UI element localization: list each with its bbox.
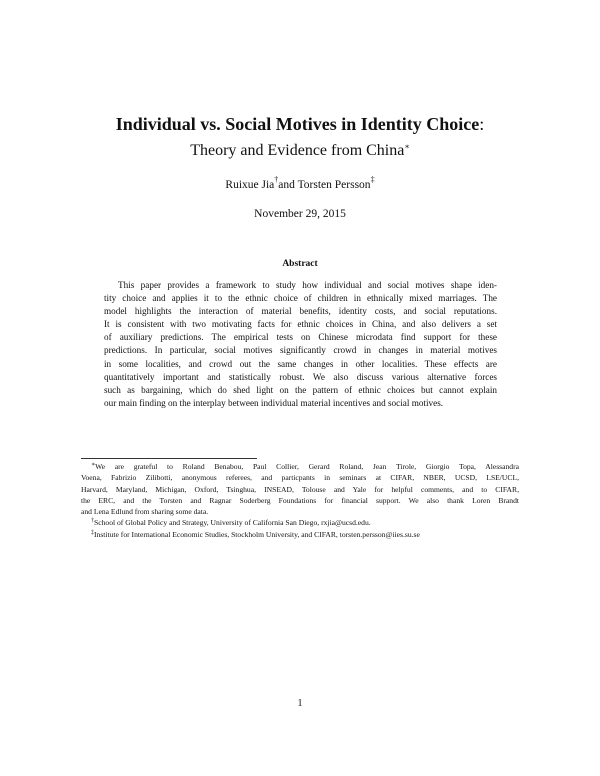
footnote-2-line (81, 517, 519, 528)
footnotes (81, 461, 519, 540)
author-1-footnote-mark: † (274, 175, 279, 184)
abstract-line: model highlights the interaction of material benefits, identity costs, and social reputations. (104, 306, 497, 317)
page-number: 1 (297, 698, 303, 709)
footnote-1-line: and Lena Edlund from sharing some data. (81, 507, 209, 517)
paper-date: November 29, 2015 (254, 208, 346, 220)
footnote-1-line (81, 461, 519, 472)
paper-subtitle-text: Theory and Evidence from China (190, 142, 405, 159)
paper-title (0, 113, 600, 135)
footnote-1-line: Harvard, Maryland, Michigan, Oxford, Tsinghua, INSEAD, Tolouse and Yale for helpful comments, and to CIFAR, (81, 484, 519, 494)
footnote-3-text: Institute for International Economic Studies, Stockholm University, and CIFAR, torsten.persson@iies.su.se (94, 529, 420, 539)
abstract-line: of auxiliary predictions. The empirical tests on Chinese microdata find support for these (104, 332, 497, 343)
footnote-2-mark: † (91, 518, 94, 525)
abstract-line: predictions. In particular, social motives significantly crowd in changes in material motives (104, 345, 497, 356)
footnote-1-text: We are grateful to Roland Benabou, Paul Collier, Gerard Roland, Jean Tirole, Giorgio Topa, Alessandra (95, 462, 519, 471)
abstract-line: quantitatively important and statistically robust. We also discuss various alternative forces (104, 371, 497, 382)
abstract-line: such as bargaining, which do shed light on the pattern of ethnic choices but cannot explain (104, 384, 497, 395)
paper-subtitle (0, 141, 600, 161)
paper-title-text: Individual vs. Social Motives in Identity Choice (115, 114, 480, 134)
abstract-line: tity choice and applies it to the ethnic choice of children in ethnically mixed marriages. The (104, 293, 497, 304)
abstract-body (104, 279, 497, 410)
paper-title-colon: : (479, 114, 485, 134)
abstract-heading: Abstract (282, 259, 318, 269)
subtitle-footnote-mark: ∗ (404, 142, 410, 151)
footnote-divider (81, 458, 257, 459)
author-name-1: Ruixue Jia (225, 179, 275, 191)
footnote-3-line (81, 529, 519, 540)
footnote-1-line: the ERC, and the Torsten and Ragnar Soderberg Foundations for financial support. We also thank Loren Brandt (81, 495, 519, 505)
abstract-line: It is consistent with two motivating facts for ethnic choices in China, and also delivers a set (104, 319, 497, 330)
footnote-1-line: Voena, Fabrizio Zilibotti, anonymous referees, and particpants in seminars at CIFAR, NBER, UCSD, LSE/UCL, (81, 473, 519, 483)
abstract-line: in some localities, and crowd out the same changes in other localities. These effects are (104, 358, 497, 369)
abstract-line: This paper provides a framework to study how individual and social motives shape iden- (118, 280, 497, 290)
footnote-1-mark: ∗ (91, 462, 96, 468)
authors-line (0, 177, 600, 193)
footnote-3-mark: ‡ (91, 529, 94, 536)
footnote-2-text: School of Global Policy and Strategy, University of California San Diego, rxjia@ucsd.edu. (94, 518, 371, 528)
author-2-footnote-mark: ‡ (370, 175, 375, 184)
abstract-line: our main finding on the interplay between individual material incentives and social motives. (104, 397, 444, 408)
author-conjunction-and-name-2: and Torsten Persson (278, 179, 371, 191)
